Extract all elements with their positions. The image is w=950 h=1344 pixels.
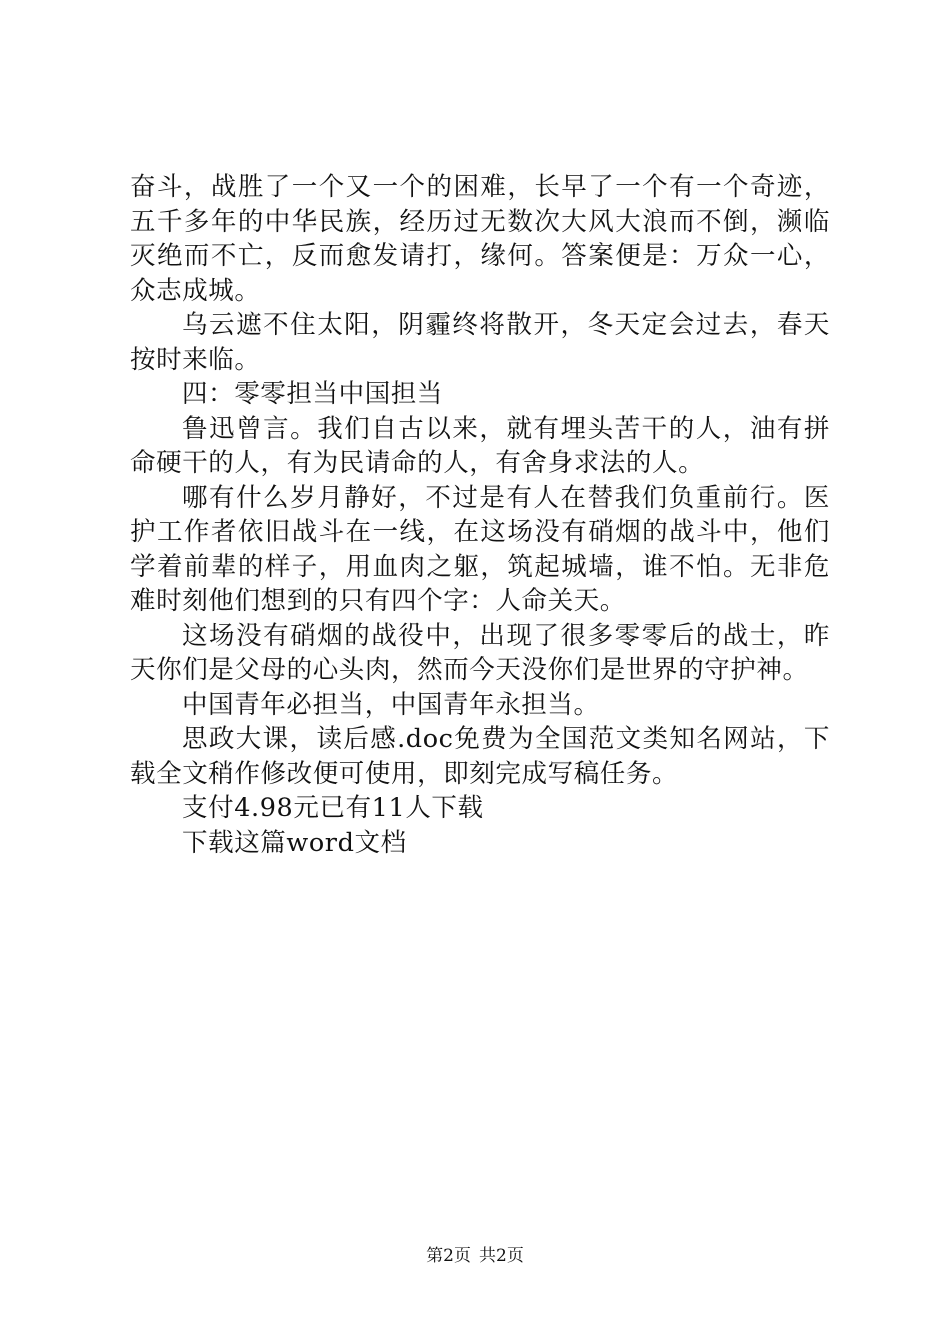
paragraph-medical-workers: 哪有什么岁月静好，不过是有人在替我们负重前行。医护工作者依旧战斗在一线，在这场没有硝烟的战斗中，他们学着前辈的样子，用血肉之躯，筑起城墙，谁不怕。无非危难时刻他们想到的只有四个字：人命关天。 xyxy=(130,482,830,616)
paragraph-china-youth: 中国青年必担当，中国青年永担当。 xyxy=(182,689,600,720)
page-footer xyxy=(0,1244,950,1268)
paragraph-post-00-soldiers: 这场没有硝烟的战役中，出现了很多零零后的战士，昨天你们是父母的心头肉，然而今天没你们是世界的守护神。 xyxy=(130,620,830,685)
paragraph-download-notice: 思政大课，读后感.doc免费为全国范文类知名网站，下载全文稍作修改便可使用，即刻完成写稿任务。 xyxy=(130,724,830,789)
paragraph-dark-clouds: 乌云遮不住太阳，阴霾终将散开，冬天定会过去，春天按时来临。 xyxy=(130,310,830,375)
page-number: 第2页 xyxy=(426,1246,471,1266)
section-heading-four: 四：零零担当中国担当 xyxy=(182,379,444,409)
download-word-link[interactable]: 下载这篇word文档 xyxy=(182,827,407,858)
payment-info: 支付4.98元已有11人下载 xyxy=(182,793,484,823)
page-total: 共2页 xyxy=(479,1246,524,1266)
document-body xyxy=(130,170,830,860)
paragraph-continuation: 奋斗，战胜了一个又一个的困难，长早了一个有一个奇迹，五千多年的中华民族，经历过无数次大风大浪而不倒，濒临灭绝而不亡，反而愈发请打，缘何。答案便是：万众一心，众志成城。 xyxy=(130,172,830,306)
paragraph-lu-xun: 鲁迅曾言。我们自古以来，就有埋头苦干的人，油有拼命硬干的人，有为民请命的人，有舍身求法的人。 xyxy=(130,413,830,478)
